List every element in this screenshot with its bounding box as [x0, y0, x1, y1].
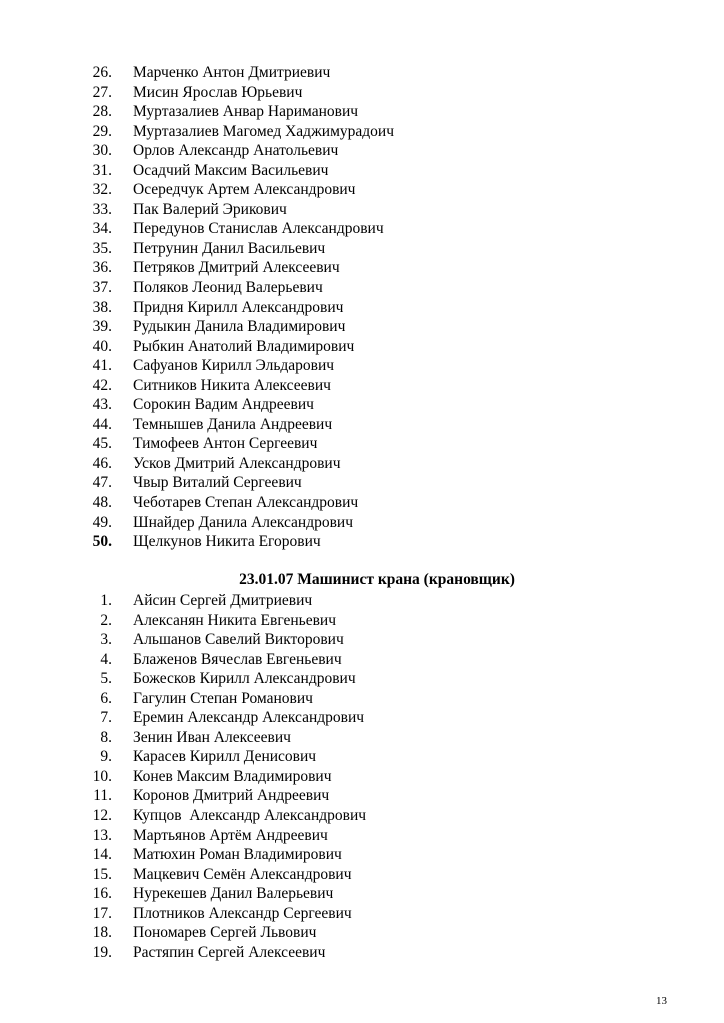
item-name: Мисин Ярослав Юрьевич: [133, 83, 303, 101]
list-item: [0, 747, 724, 767]
list-item: [0, 591, 724, 611]
list-item: [0, 219, 724, 239]
item-number: 40.: [92, 337, 112, 355]
list-item: [0, 943, 724, 963]
list-item: [0, 141, 724, 161]
item-name: Зенин Иван Алексеевич: [133, 728, 291, 746]
list-item: [0, 513, 724, 533]
item-name: Поляков Леонид Валерьевич: [133, 279, 323, 297]
list-item: [0, 317, 724, 337]
item-name: Ситников Никита Алексеевич: [133, 376, 331, 394]
item-number: 16.: [92, 885, 112, 903]
list-item: [0, 493, 724, 513]
item-name: Нурекешев Данил Валерьевич: [133, 885, 334, 903]
item-name: Муртазалиев Магомед Хаджимурадоич: [133, 122, 394, 140]
item-number: 15.: [92, 865, 112, 883]
item-number: 10.: [92, 767, 112, 785]
item-name: Сафуанов Кирилл Эльдарович: [133, 357, 335, 375]
item-number: 31.: [92, 161, 112, 179]
item-name: Конев Максим Владимирович: [133, 767, 332, 785]
item-number: 9.: [100, 748, 112, 766]
list-item: [0, 258, 724, 278]
list-item: [0, 395, 724, 415]
list-item: [0, 650, 724, 670]
item-number: 43.: [92, 396, 112, 414]
item-name: Плотников Александр Сергеевич: [133, 904, 352, 922]
item-number: 14.: [92, 846, 112, 864]
list-item: [0, 923, 724, 943]
page-number: 13: [656, 995, 667, 1007]
list-item: [0, 434, 724, 454]
list-item: [0, 806, 724, 826]
list-item: [0, 708, 724, 728]
list-item: [0, 669, 724, 689]
list-item: [0, 180, 724, 200]
item-name: Божесков Кирилл Александрович: [133, 670, 356, 688]
item-name: Темнышев Данила Андреевич: [133, 415, 333, 433]
item-name: Блаженов Вячеслав Евгеньевич: [133, 650, 342, 668]
list-item: [0, 356, 724, 376]
item-name: Шнайдер Данила Александрович: [133, 513, 354, 531]
item-name: Карасев Кирилл Денисович: [133, 748, 317, 766]
item-number: 19.: [92, 943, 112, 961]
item-name: Усков Дмитрий Александрович: [133, 454, 341, 472]
item-number: 11.: [93, 787, 112, 805]
item-number: 49.: [92, 513, 112, 531]
item-name: Альшанов Савелий Викторович: [133, 631, 344, 649]
list-item: [0, 415, 724, 435]
list-item: [0, 83, 724, 103]
item-name: Тимофеев Антон Сергеевич: [133, 435, 318, 453]
item-number: 42.: [92, 376, 112, 394]
list-item: [0, 689, 724, 709]
list-item: [0, 611, 724, 631]
list-item: [0, 454, 724, 474]
crane-operator-list: [0, 591, 724, 962]
item-name: Осередчук Артем Александрович: [133, 181, 356, 199]
item-number: 3.: [100, 631, 112, 649]
item-number: 45.: [92, 435, 112, 453]
list-item: [0, 376, 724, 396]
list-item: [0, 728, 724, 748]
item-name: Чеботарев Степан Александрович: [133, 494, 359, 512]
item-name: Придня Кирилл Александрович: [133, 298, 344, 316]
section-heading: 23.01.07 Машинист крана (крановщик): [239, 571, 515, 588]
item-number: 33.: [92, 200, 112, 218]
item-number: 26.: [92, 64, 112, 81]
item-name: Алексанян Никита Евгеньевич: [133, 611, 336, 629]
item-number: 18.: [92, 924, 112, 942]
item-name: Передунов Станислав Александрович: [133, 220, 384, 238]
item-number: 46.: [92, 454, 112, 472]
list-item: [0, 239, 724, 259]
item-number: 5.: [100, 670, 112, 688]
item-number: 13.: [92, 826, 112, 844]
item-number: 34.: [92, 220, 112, 238]
item-number: 48.: [92, 494, 112, 512]
list-item: [0, 767, 724, 787]
item-number: 28.: [92, 103, 112, 121]
list-item: [0, 122, 724, 142]
item-name: Купцов Александр Александрович: [133, 807, 367, 825]
item-name: Петряков Дмитрий Алексеевич: [133, 259, 340, 277]
item-name: Пак Валерий Эрикович: [133, 200, 287, 218]
item-number: 50.: [92, 533, 112, 551]
item-number: 36.: [92, 259, 112, 277]
item-number: 41.: [92, 357, 112, 375]
list-item: [0, 200, 724, 220]
item-name: Растяпин Сергей Алексеевич: [133, 943, 326, 961]
item-name: Еремин Александр Александрович: [133, 709, 365, 727]
item-number: 38.: [92, 298, 112, 316]
list-item: [0, 904, 724, 924]
item-number: 47.: [92, 474, 112, 492]
item-name: Коронов Дмитрий Андреевич: [133, 787, 330, 805]
item-name: Марченко Антон Дмитриевич: [133, 64, 331, 81]
item-name: Сорокин Вадим Андреевич: [133, 396, 314, 414]
list-item: [0, 278, 724, 298]
list-item: [0, 63, 724, 83]
item-number: 35.: [92, 239, 112, 257]
item-name: Матюхин Роман Владимирович: [133, 846, 342, 864]
item-number: 37.: [92, 279, 112, 297]
item-number: 12.: [92, 807, 112, 825]
list-item: [0, 786, 724, 806]
list-item: [0, 630, 724, 650]
item-number: 6.: [100, 689, 112, 707]
list-item: [0, 102, 724, 122]
list-item: [0, 865, 724, 885]
item-number: 17.: [92, 904, 112, 922]
item-number: 7.: [100, 709, 112, 727]
list-item: [0, 532, 724, 552]
item-number: 29.: [92, 122, 112, 140]
item-name: Чвыр Виталий Сергеевич: [133, 474, 302, 492]
item-name: Муртазалиев Анвар Нариманович: [133, 103, 359, 121]
item-name: Мацкевич Семён Александрович: [133, 865, 352, 883]
item-name: Рудыкин Данила Владимирович: [133, 318, 346, 336]
item-number: 44.: [92, 415, 112, 433]
item-name: Щелкунов Никита Егорович: [133, 533, 321, 551]
list-item: [0, 884, 724, 904]
item-number: 32.: [92, 181, 112, 199]
item-name: Пономарев Сергей Львович: [133, 924, 317, 942]
list-item: [0, 473, 724, 493]
item-number: 8.: [100, 728, 112, 746]
item-number: 1.: [100, 592, 112, 609]
list-item: [0, 826, 724, 846]
item-name: Мартьянов Артём Андреевич: [133, 826, 328, 844]
item-number: 27.: [92, 83, 112, 101]
student-list-continued: [0, 63, 724, 552]
list-item: [0, 845, 724, 865]
list-item: [0, 298, 724, 318]
item-name: Петрунин Данил Васильевич: [133, 239, 326, 257]
item-number: 2.: [100, 611, 112, 629]
item-number: 30.: [92, 142, 112, 160]
item-number: 4.: [100, 650, 112, 668]
item-name: Рыбкин Анатолий Владимирович: [133, 337, 355, 355]
item-name: Айсин Сергей Дмитриевич: [133, 592, 313, 609]
item-number: 39.: [92, 318, 112, 336]
list-item: [0, 337, 724, 357]
item-name: Гагулин Степан Романович: [133, 689, 313, 707]
list-item: [0, 161, 724, 181]
item-name: Осадчий Максим Васильевич: [133, 161, 329, 179]
item-name: Орлов Александр Анатольевич: [133, 142, 339, 160]
